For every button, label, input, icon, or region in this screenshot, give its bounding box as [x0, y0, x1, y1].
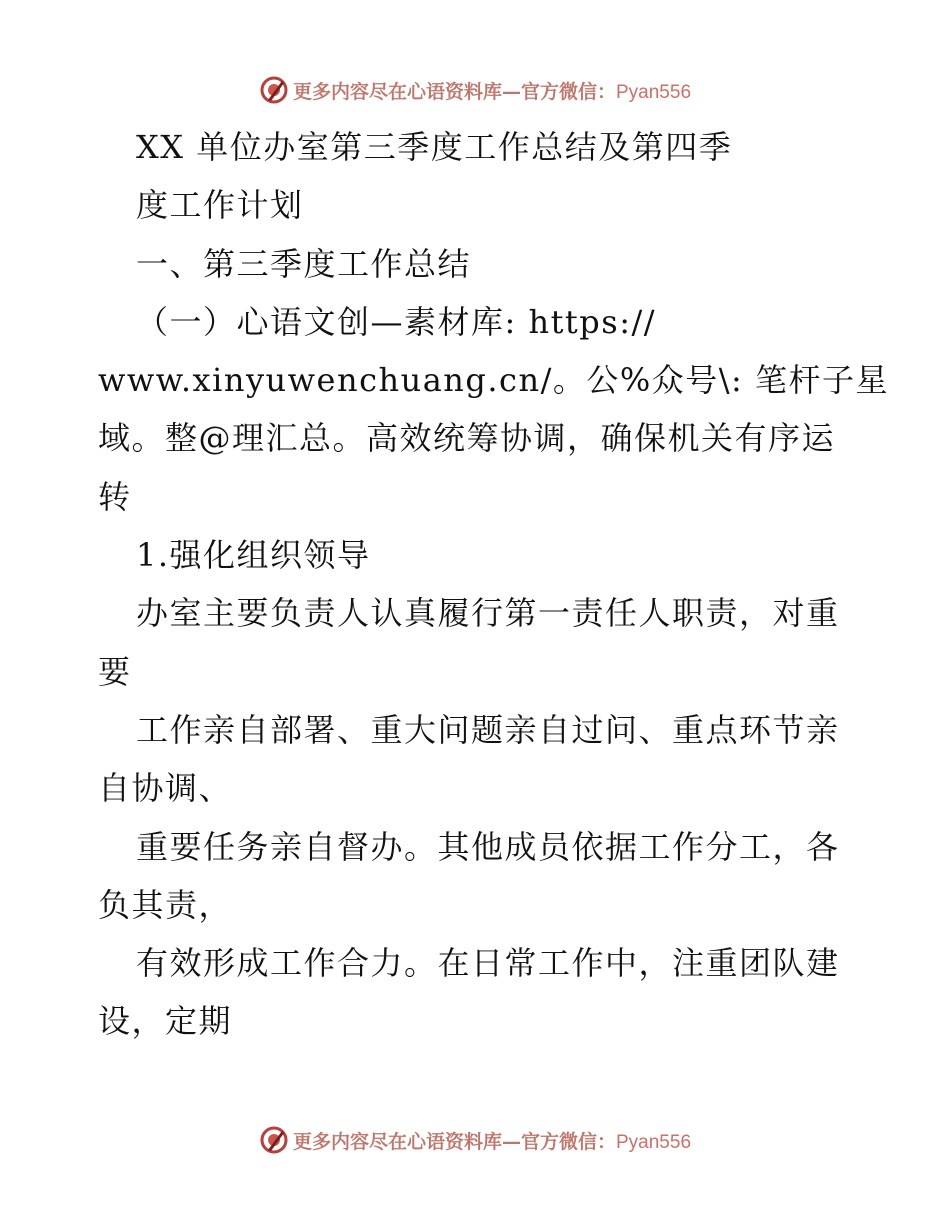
- banner-wechat-id: Pyan556: [616, 81, 692, 103]
- header-banner: [0, 70, 950, 110]
- footer-banner: [0, 1120, 950, 1160]
- text-line: 转: [98, 477, 132, 516]
- text-line: 度工作计划: [136, 186, 304, 225]
- text-line: （一）心语文创—素材库: https://: [136, 302, 657, 341]
- text-line: 1.强化组织领导: [136, 536, 371, 575]
- banner-text: 更多内容尽在心语资料库—官方微信：Pyan556: [292, 80, 692, 103]
- text-line: 重要任务亲自督办。其他成员依据工作分工，各: [136, 827, 840, 866]
- quill-seal-logo-icon: [259, 1125, 289, 1155]
- quill-seal-logo-icon: [259, 75, 289, 105]
- text-line: 设，定期: [98, 1002, 233, 1041]
- text-line: 工作亲自部署、重大问题亲自过问、重点环节亲: [136, 710, 840, 749]
- text-line: www.xinyuwenchuang.cn/。公%众号\: 笔杆子星: [98, 361, 890, 400]
- text-line: XX 单位办室第三季度工作总结及第四季: [136, 128, 733, 166]
- text-line: 要: [98, 652, 132, 691]
- document-body: [98, 118, 890, 1051]
- text-line: 有效形成工作合力。在日常工作中，注重团队建: [136, 944, 840, 983]
- text-line: 域。整@理汇总。高效统筹协调，确保机关有序运: [98, 419, 836, 458]
- text-line: 一、第三季度工作总结: [136, 244, 472, 283]
- text-line: 自协调、: [98, 769, 233, 808]
- banner-wechat-id: Pyan556: [616, 1131, 692, 1153]
- banner-text: 更多内容尽在心语资料库—官方微信：Pyan556: [292, 1130, 692, 1153]
- text-line: 负其责，: [98, 885, 233, 924]
- text-line: 办室主要负责人认真履行第一责任人职责，对重: [136, 594, 840, 633]
